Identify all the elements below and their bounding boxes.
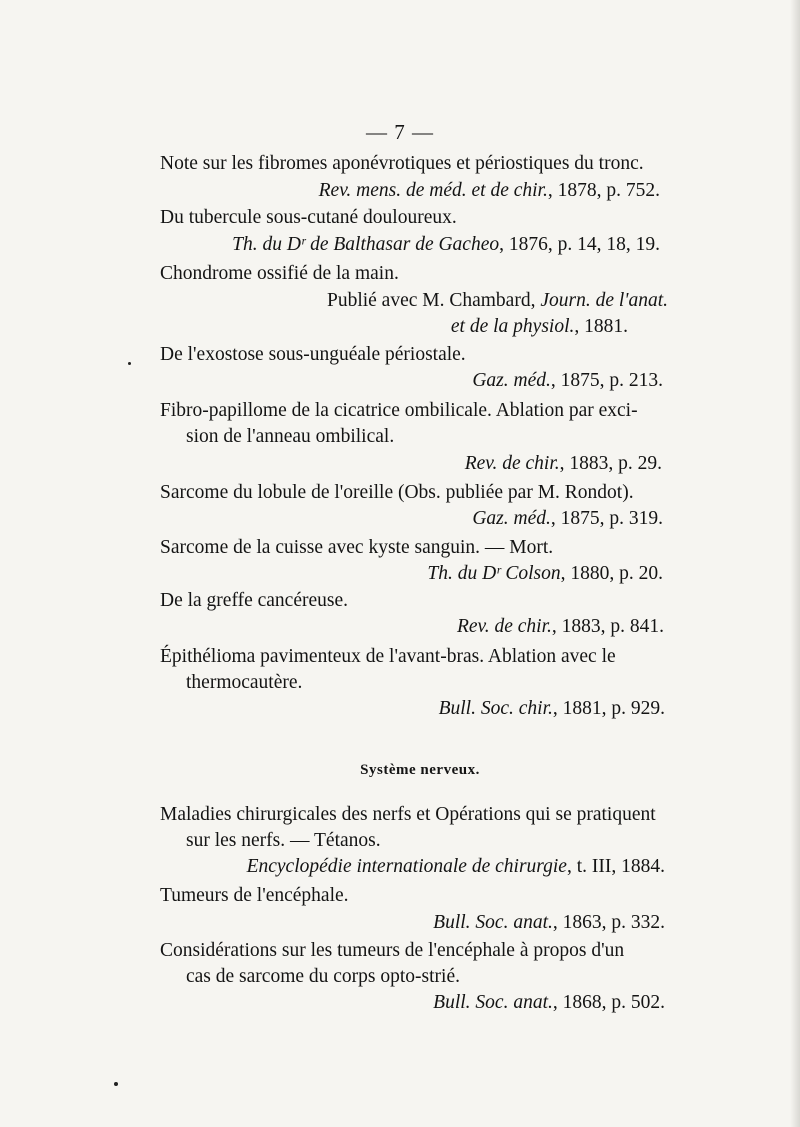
ref-journal: et de la physiol. (450, 316, 575, 337)
entry-title-continued: thermocautère. (186, 672, 303, 693)
ref-detail: , 1881. (574, 316, 628, 337)
entry-reference (160, 562, 663, 586)
entry-reference (160, 991, 665, 1015)
ref-prefix: Publié avec M. Chambard, (326, 290, 541, 311)
ref-journal: Th. du Dʳ Colson (427, 563, 561, 584)
entry-reference (160, 615, 664, 639)
entry-reference (160, 452, 662, 476)
entry-reference (160, 697, 665, 721)
ref-detail: , 1878, p. 752. (547, 180, 660, 201)
entry-title: Sarcome du lobule de l'oreille (Obs. publiée par M. Rondot). (160, 482, 634, 503)
ref-journal: Gaz. méd. (472, 508, 551, 529)
ref-journal: Rev. mens. de méd. et de chir. (318, 180, 548, 201)
entry-title: Maladies chirurgicales des nerfs et Opérations qui se pratiquent (160, 804, 656, 825)
ref-detail: , 1881, p. 929. (552, 698, 665, 719)
ref-journal: Bull. Soc. anat. (433, 912, 553, 933)
section-heading: Système nerveux. (360, 762, 480, 778)
ref-detail: , t. III, 1884. (566, 856, 665, 877)
entry-reference (160, 315, 628, 339)
ref-detail: , 1880, p. 20. (560, 563, 663, 584)
ref-detail: , 1868, p. 502. (552, 992, 665, 1013)
entry-title: De la greffe cancéreuse. (160, 590, 349, 611)
ref-journal: Encyclopédie internationale de chirurgie (246, 856, 567, 877)
entry-reference (160, 289, 668, 313)
ref-journal: Bull. Soc. chir. (438, 698, 553, 719)
entry-reference (160, 369, 663, 393)
entry-title: Sarcome de la cuisse avec kyste sanguin. — Mort. (160, 537, 554, 558)
entry-title: Du tubercule sous-cutané douloureux. (160, 207, 457, 228)
ref-detail: , 1875, p. 213. (550, 370, 663, 391)
entry-reference (160, 179, 660, 203)
entry-title: De l'exostose sous-unguéale périostale. (160, 344, 466, 365)
ref-detail: , 1883, p. 841. (551, 616, 664, 637)
entry-reference (160, 507, 663, 531)
entry-title: Épithélioma pavimenteux de l'avant-bras. Ablation avec le (160, 646, 616, 667)
page-number: — 7 — (366, 120, 434, 144)
ref-journal: Bull. Soc. anat. (433, 992, 553, 1013)
ref-journal: Gaz. méd. (472, 370, 551, 391)
ref-detail: , 1883, p. 29. (559, 453, 662, 474)
ref-journal: Journ. de l'anat. (540, 290, 668, 311)
scan-speck (114, 1082, 118, 1086)
entry-title: Considérations sur les tumeurs de l'encéphale à propos d'un (160, 940, 625, 961)
entry-reference (160, 855, 665, 879)
entry-title-continued: cas de sarcome du corps opto-strié. (186, 966, 460, 987)
ref-journal: Rev. de chir. (456, 616, 552, 637)
entry-reference (160, 233, 660, 257)
page-edge-shadow (790, 0, 800, 1127)
entry-title: Chondrome ossifié de la main. (160, 263, 399, 284)
ref-detail: , 1863, p. 332. (552, 912, 665, 933)
entry-title-continued: sion de l'anneau ombilical. (186, 426, 395, 447)
ref-detail: , 1876, p. 14, 18, 19. (499, 234, 660, 255)
entry-title: Tumeurs de l'encéphale. (160, 885, 349, 906)
entry-title: Fibro-papillome de la cicatrice ombilicale. Ablation par exci- (160, 400, 638, 421)
ref-journal: Th. du Dʳ de Balthasar de Gacheo (232, 234, 500, 255)
entry-title-continued: sur les nerfs. — Tétanos. (186, 830, 381, 851)
entry-reference (160, 911, 665, 935)
ref-journal: Rev. de chir. (464, 453, 560, 474)
ref-detail: , 1875, p. 319. (550, 508, 663, 529)
entry-title: Note sur les fibromes aponévrotiques et périostiques du tronc. (160, 153, 644, 174)
scan-speck (128, 362, 131, 365)
